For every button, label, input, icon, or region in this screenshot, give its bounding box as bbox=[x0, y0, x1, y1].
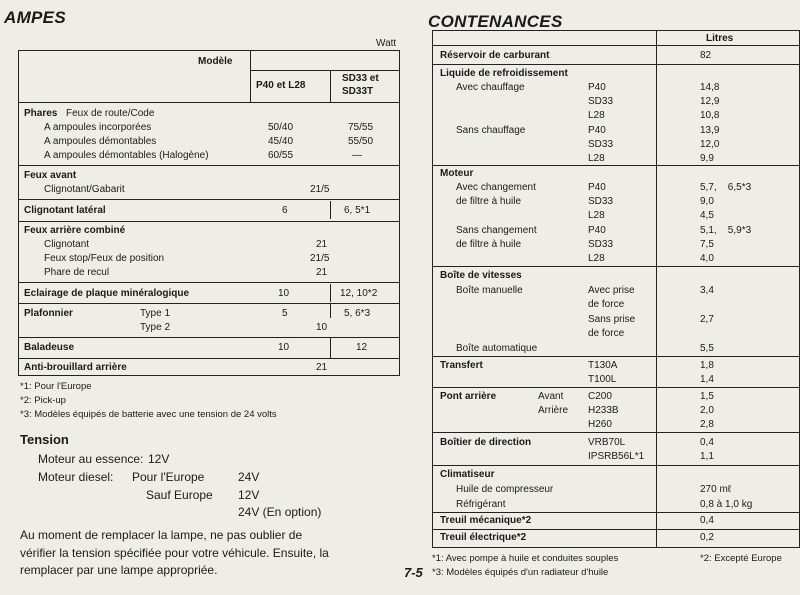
tension-option-value: 24V (En option) bbox=[238, 505, 322, 519]
split-line bbox=[330, 338, 331, 358]
row-divider bbox=[432, 356, 800, 357]
m-sd33-d: SD33 bbox=[588, 239, 614, 250]
tension-diesel-label: Moteur diesel: bbox=[38, 470, 114, 484]
m-t130a: T130A bbox=[588, 360, 618, 371]
val-liq-sans-sd33: 12,0 bbox=[700, 139, 720, 150]
row-recul: Phare de recul bbox=[44, 267, 110, 278]
row-huile-comp: Huile de compresseur bbox=[456, 484, 554, 495]
row-divider bbox=[18, 303, 400, 304]
left-note-2: *2: Pick-up bbox=[20, 395, 66, 406]
row-plafonnier: Plafonnier bbox=[24, 308, 73, 319]
contenances-title: CONTENANCES bbox=[428, 12, 563, 31]
row-plaque: Eclairage de plaque minéralogique bbox=[24, 288, 190, 299]
val-plaque-1: 10 bbox=[278, 288, 290, 299]
val-liq-sans-l28: 9,9 bbox=[700, 153, 714, 164]
row-phares: Phares bbox=[24, 108, 58, 119]
m-l28-b: L28 bbox=[588, 153, 605, 164]
row-direction: Boîtier de direction bbox=[440, 437, 532, 448]
val-ipsrb56l: 1,1 bbox=[700, 451, 714, 462]
val-mot-sans-p40: 5,1, 5,9*3 bbox=[700, 225, 752, 236]
val-recul: 21 bbox=[316, 267, 328, 278]
val-amp-dem-2: 55/50 bbox=[348, 136, 374, 147]
val-antib: 21 bbox=[316, 362, 328, 373]
table-header-divider bbox=[18, 102, 400, 103]
row-divider bbox=[432, 266, 800, 267]
row-treuil-elec: Treuil électrique*2 bbox=[440, 532, 527, 543]
row-avec-prise-1: Avec prise bbox=[588, 285, 635, 296]
paragraph-line-1: Au moment de remplacer la lampe, ne pas oublier de bbox=[20, 528, 303, 542]
row-divider bbox=[18, 165, 400, 166]
split-line bbox=[330, 304, 331, 318]
tension-essence-value: 12V bbox=[148, 452, 170, 466]
row-amp-dem: A ampoules démontables bbox=[44, 136, 157, 147]
val-treuil-elec: 0,2 bbox=[700, 532, 714, 543]
header-col1: P40 et L28 bbox=[256, 80, 306, 91]
page-number: 7-5 bbox=[404, 565, 423, 580]
m-p40-d: P40 bbox=[588, 225, 606, 236]
row-avec-prise-2: de force bbox=[588, 299, 625, 310]
lampes-title: AMPES bbox=[4, 8, 66, 27]
tension-europe-value: 24V bbox=[238, 470, 260, 484]
row-clign-lat: Clignotant latéral bbox=[24, 205, 106, 216]
paragraph-line-3: remplacer par une lampe appropriée. bbox=[20, 563, 218, 577]
row-boite: Boîte de vitesses bbox=[440, 270, 522, 281]
val-refrigerant: 0,8 à 1,0 kg bbox=[700, 499, 753, 510]
row-feux-avant: Feux avant bbox=[24, 170, 77, 181]
row-amp-inc: A ampoules incorporées bbox=[44, 122, 152, 133]
row-divider bbox=[18, 337, 400, 338]
row-treuil-meca: Treuil mécanique*2 bbox=[440, 515, 532, 526]
val-liq-avec-p40: 14,8 bbox=[700, 82, 720, 93]
val-liq-avec-sd33: 12,9 bbox=[700, 96, 720, 107]
header-divider bbox=[432, 45, 800, 46]
row-antib: Anti-brouillard arrière bbox=[24, 362, 127, 373]
val-amp-inc-2: 75/55 bbox=[348, 122, 374, 133]
row-divider bbox=[18, 282, 400, 283]
val-type1-2: 5, 6*3 bbox=[344, 308, 371, 319]
val-type2: 10 bbox=[316, 322, 328, 333]
m-sd33-b: SD33 bbox=[588, 139, 614, 150]
row-divider bbox=[432, 465, 800, 466]
row-clign: Clignotant bbox=[44, 239, 90, 250]
row-boite-manuelle: Boîte manuelle bbox=[456, 285, 523, 296]
m-ipsrb56l: IPSRB56L*1 bbox=[588, 451, 645, 462]
val-mot-sans-l28: 4,0 bbox=[700, 253, 714, 264]
val-plaque-2: 12, 10*2 bbox=[340, 288, 378, 299]
paragraph-line-2: vérifier la tension spécifiée pour votre véhicule. Ensuite, la bbox=[20, 546, 329, 560]
row-stop: Feux stop/Feux de position bbox=[44, 253, 165, 264]
right-note-1: *1: Avec pompe à huile et conduites souples bbox=[432, 553, 619, 564]
tension-sauf-value: 12V bbox=[238, 488, 260, 502]
val-type1-1: 5 bbox=[282, 308, 288, 319]
row-pont-avant: Avant bbox=[538, 391, 564, 402]
row-divider bbox=[432, 64, 800, 65]
row-divider bbox=[432, 529, 800, 530]
header-modele: Modèle bbox=[198, 56, 233, 67]
m-p40-a: P40 bbox=[588, 82, 606, 93]
row-avec-chg-2: de filtre à huile bbox=[456, 196, 522, 207]
val-baladeuse-2: 12 bbox=[356, 342, 368, 353]
left-note-3: *3: Modèles équipés de batterie avec une tension de 24 volts bbox=[20, 409, 277, 420]
val-boite-auto: 5,5 bbox=[700, 343, 714, 354]
val-vrb70l: 0,4 bbox=[700, 437, 714, 448]
row-refrigerant: Réfrigérant bbox=[456, 499, 506, 510]
row-divider bbox=[18, 221, 400, 222]
row-pont: Pont arrière bbox=[440, 391, 497, 402]
tension-sauf-label: Sauf Europe bbox=[146, 488, 213, 502]
modele-underline bbox=[250, 70, 400, 71]
m-h233b: H233B bbox=[588, 405, 619, 416]
val-sans-prise: 2,7 bbox=[700, 314, 714, 325]
left-note-1: *1: Pour l'Europe bbox=[20, 381, 92, 392]
val-c200: 1,5 bbox=[700, 391, 714, 402]
row-type1: Type 1 bbox=[140, 308, 171, 319]
val-amp-dem-1: 45/40 bbox=[268, 136, 294, 147]
val-mot-avec-sd33: 9,0 bbox=[700, 196, 714, 207]
m-l28-c: L28 bbox=[588, 210, 605, 221]
val-amp-inc-1: 50/40 bbox=[268, 122, 294, 133]
row-sans-chg-1: Sans changement bbox=[456, 225, 537, 236]
col-divider-1 bbox=[250, 50, 251, 102]
val-clign: 21 bbox=[316, 239, 328, 250]
row-divider bbox=[432, 387, 800, 388]
tension-title: Tension bbox=[20, 432, 69, 447]
split-line bbox=[330, 201, 331, 219]
row-avec-chg-1: Avec changement bbox=[456, 182, 536, 193]
header-col2b: SD33T bbox=[342, 86, 374, 97]
row-type2: Type 2 bbox=[140, 322, 171, 333]
row-transfert: Transfert bbox=[440, 360, 483, 371]
header-col2a: SD33 et bbox=[342, 73, 379, 84]
m-p40-b: P40 bbox=[588, 125, 606, 136]
unit-watt: Watt bbox=[376, 38, 397, 49]
row-divider bbox=[432, 512, 800, 513]
row-clim: Climatiseur bbox=[440, 469, 495, 480]
row-boite-auto: Boîte automatique bbox=[456, 343, 538, 354]
val-t130a: 1,8 bbox=[700, 360, 714, 371]
row-divider bbox=[18, 358, 400, 359]
right-note-2: *2: Excepté Europe bbox=[700, 553, 782, 564]
m-sd33-a: SD33 bbox=[588, 96, 614, 107]
m-l28-a: L28 bbox=[588, 110, 605, 121]
val-t100l: 1,4 bbox=[700, 374, 714, 385]
row-divider bbox=[432, 432, 800, 433]
val-h260: 2,8 bbox=[700, 419, 714, 430]
litres-col-divider bbox=[656, 30, 657, 548]
val-liq-sans-p40: 13,9 bbox=[700, 125, 720, 136]
unit-litres: Litres bbox=[706, 33, 734, 44]
m-sd33-c: SD33 bbox=[588, 196, 614, 207]
row-feux-arr: Feux arrière combiné bbox=[24, 225, 126, 236]
val-h233b: 2,0 bbox=[700, 405, 714, 416]
right-note-3: *3: Modèles équipés d'un radiateur d'huile bbox=[432, 567, 609, 578]
val-mot-sans-sd33: 7,5 bbox=[700, 239, 714, 250]
row-phares-sub: Feux de route/Code bbox=[66, 108, 155, 119]
row-liquide: Liquide de refroidissement bbox=[440, 68, 568, 79]
val-liq-avec-l28: 10,8 bbox=[700, 110, 720, 121]
val-treuil-meca: 0,4 bbox=[700, 515, 714, 526]
val-stop: 21/5 bbox=[310, 253, 330, 264]
col-divider-2 bbox=[330, 70, 331, 102]
val-amp-hal-2: — bbox=[352, 150, 362, 161]
row-avec-chauffage: Avec chauffage bbox=[456, 82, 525, 93]
row-divider bbox=[18, 199, 400, 200]
m-vrb70l: VRB70L bbox=[588, 437, 626, 448]
val-baladeuse-1: 10 bbox=[278, 342, 290, 353]
row-sans-prise-2: de force bbox=[588, 328, 625, 339]
split-line bbox=[330, 284, 331, 302]
row-pont-arriere: Arrière bbox=[538, 405, 569, 416]
m-l28-d: L28 bbox=[588, 253, 605, 264]
row-sans-chg-2: de filtre à huile bbox=[456, 239, 522, 250]
row-divider bbox=[432, 165, 800, 166]
m-t100l: T100L bbox=[588, 374, 617, 385]
row-sans-chauffage: Sans chauffage bbox=[456, 125, 526, 136]
val-huile-comp: 270 mℓ bbox=[700, 484, 732, 495]
row-clign-gab: Clignotant/Gabarit bbox=[44, 184, 125, 195]
row-reservoir: Réservoir de carburant bbox=[440, 50, 550, 61]
m-c200: C200 bbox=[588, 391, 612, 402]
val-clign-gab: 21/5 bbox=[310, 184, 330, 195]
val-clign-lat-1: 6 bbox=[282, 205, 288, 216]
row-baladeuse: Baladeuse bbox=[24, 342, 75, 353]
row-sans-prise-1: Sans prise bbox=[588, 314, 636, 325]
m-p40-c: P40 bbox=[588, 182, 606, 193]
tension-europe-label: Pour l'Europe bbox=[132, 470, 205, 484]
val-mot-avec-p40: 5,7, 6,5*3 bbox=[700, 182, 752, 193]
row-amp-hal: A ampoules démontables (Halogène) bbox=[44, 150, 209, 161]
val-amp-hal-1: 60/55 bbox=[268, 150, 294, 161]
m-h260: H260 bbox=[588, 419, 612, 430]
val-avec-prise: 3,4 bbox=[700, 285, 714, 296]
val-clign-lat-2: 6, 5*1 bbox=[344, 205, 371, 216]
row-moteur: Moteur bbox=[440, 168, 474, 179]
val-reservoir: 82 bbox=[700, 50, 712, 61]
tension-essence-label: Moteur au essence: bbox=[38, 452, 144, 466]
val-mot-avec-l28: 4,5 bbox=[700, 210, 714, 221]
